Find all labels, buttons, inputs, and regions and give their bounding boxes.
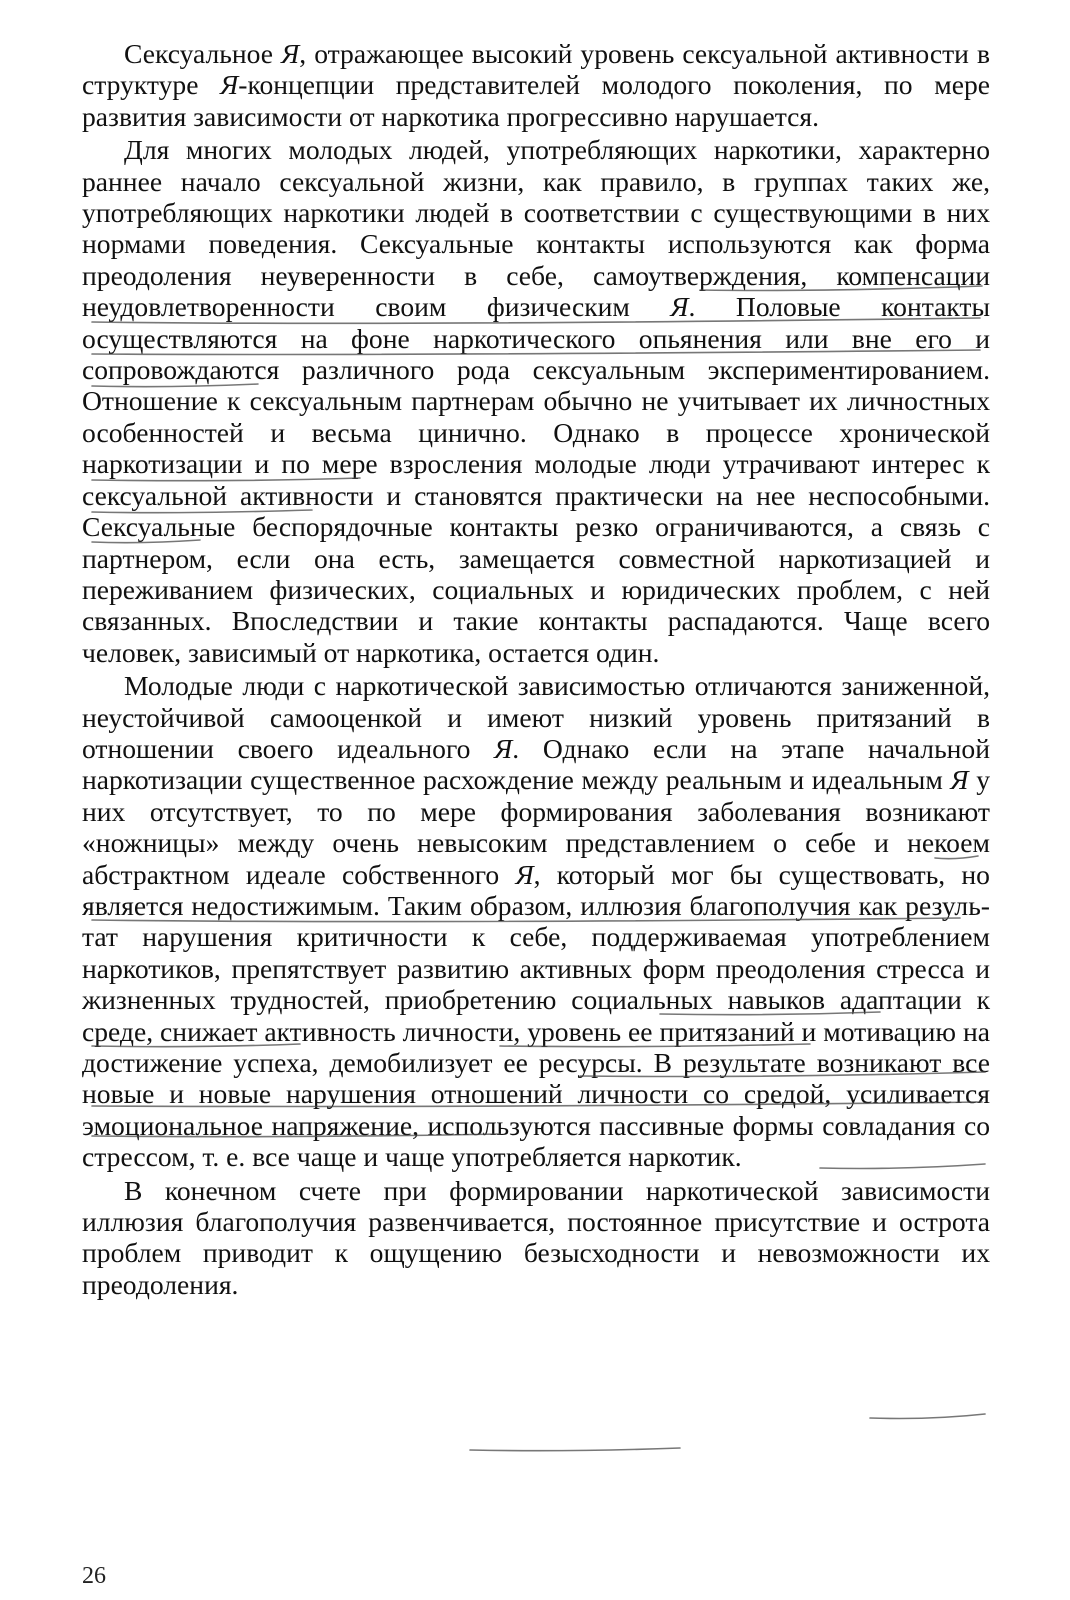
pencil-underline [470, 1448, 680, 1451]
pencil-underline [870, 1414, 985, 1419]
paragraph-4: В конечном счете при формировании наркотической зависимости иллюзия благополучия развенчивается, постоянное присутствие и острота проблем приводит к ощущению безысходности и невозможности их преодоления. [82, 1174, 990, 1300]
paragraph-3: Молодые люди с наркотической зависимостью отличаются заниженной, неустойчивой самооценкой и имеют низкий уровень притязаний в отношении своего идеального Я. Однако если на этапе начальной наркотизации существенное расхождение между реальным и идеальным Я у них отсутствует, то по мере формирования заболевания возникают «ножницы» между очень невысоким представлением о себе и некоем абстрактном идеале собственного Я, который мог бы существовать, но является недостижимым. Таким образом, иллюзия благополучия как результат нарушения критичности к себе, поддерживаемая употреблением наркотиков, препятствует развитию активных форм преодоления стресса и жизненных трудностей, приобретению социальных навыков адаптации к среде, снижает активность личности, уровень ее притязаний и мотивацию на достижение успеха, демобилизует ее ресурсы. В результате возникают все новые и новые нарушения отношений личности со средой, усиливается эмоциональное напряжение, используются пассивные формы совладания со стрессом, т. е. все чаще и чаще употребляется наркотик. [82, 670, 990, 1173]
paragraph-2: Для многих молодых людей, употребляющих наркотики, характерно раннее начало сексуальной жизни, как правило, в группах таких же, употребляющих наркотики людей в соответствии с существующими в них нормами поведения. Сексуальные контакты используются как форма преодоления неуверенности в себе, самоутверждения, компенсации неудовлетворенности своим физическим Я. Половые контакты осуществляются на фоне наркотического опьянения или вне его и сопровождаются различного рода сексуальным экспериментированием. Отношение к сексуальным партнерам обычно не учитывает их личностных особенностей и весьма цинично. Однако в процессе хронической наркотизации и по мере взросления молодые люди утрачивают интерес к сексуальной активности и становятся практически на нее неспособными. Сексуальные беспорядочные контакты резко ограничиваются, а связь с партнером, если она есть, замещается совместной наркотизацией и переживанием физических, социальных и юридических проблем, с ней связанных. Впоследствии и такие контакты распадаются. Чаще всего человек, зависимый от наркотика, остается один. [82, 134, 990, 668]
document-page [82, 38, 990, 1302]
paragraph-1: Сексуальное Я, отражающее высокий уровень сексуальной активности в структуре Я-концепции представителей молодого поколения, по мере развития зависимости от наркотика прогрессивно нарушается. [82, 38, 991, 132]
page-number: 26 [82, 1563, 106, 1589]
